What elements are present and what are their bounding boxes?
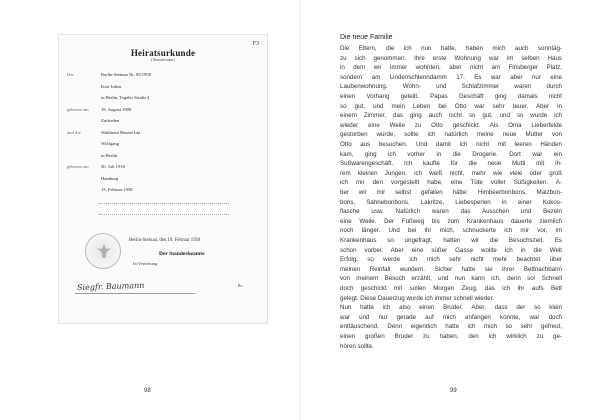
registrar-sign-note: In Vertretung	[133, 261, 158, 266]
certificate-corner-mark: Br.	[237, 283, 243, 288]
text-line: schon vorbei. Aber eine süßer Gasse wollte ich in die Welt	[340, 246, 562, 254]
page-number-right: 99	[450, 388, 457, 394]
certificate-entry	[67, 140, 259, 147]
text-line: ber wir mir selbst gefallen hätte: Himbeerbonbons, Malzbon-	[340, 189, 562, 196]
certificate-place-date: Berlin-Steinau, den 19. Februar 1958	[129, 238, 201, 243]
certificate-entry-value: Kurt Julius	[101, 83, 122, 89]
text-line: war und nur gerade auf mich anfangen konnte, war doch	[340, 313, 562, 321]
text-line: von meinem Besuch erzählt, und nun kann ich, denn so! Schnell	[340, 275, 562, 283]
certificate-entry	[67, 163, 259, 170]
certificate-entry-value: Berlin-Steinau Nr. 95/1958	[101, 72, 151, 77]
certificate-entry-value: Zufrieden	[101, 118, 120, 123]
certificate-entry	[67, 117, 259, 124]
text-line: noch länger. Und bei ihr mich, schnuckerte ich mir vor, im	[340, 227, 562, 235]
text-line: gelegt. Diese Dauerzug wurde ich immer schnell wieder.	[340, 294, 495, 302]
registrar-office: Der Standesbeamte	[159, 251, 205, 257]
text-line: Erfolg, so werde ich mich sehr nicht mehr beachtet über	[340, 256, 562, 264]
eagle-icon	[97, 244, 111, 258]
text-line: Nun hatte ich also einen Bruder. Aber, dass der so klein	[340, 304, 562, 312]
text-line: wieder eine Weile zu Otto geschickt. Als Oma Lieberfelde	[340, 121, 562, 129]
text-line: Otto aus besuchen. Und damit ich nicht mit leeren Händen	[340, 141, 562, 148]
text-line: enttäuschend. Denn eigentlich hatte ich mich so sehr gefreut,	[340, 323, 562, 331]
certificate-subtitle: (Standesamt)	[151, 57, 175, 62]
text-line: einem Zimmer, das ging auch nicht so gut, und so wurde ich	[340, 112, 562, 120]
certificate-entry-label: Der	[67, 72, 74, 77]
text-line: bons, Sahnebonbons. Lakritze, Liebesperlen in einer Kokos-	[340, 198, 562, 206]
handwritten-signature: Siegfr. Baumann	[76, 280, 145, 293]
certificate-entry	[67, 71, 259, 78]
text-line: kam, ging ich vorher in die Drogerie. Dort war ein	[340, 150, 562, 158]
text-line: gestorben wurde, sollte ich natürlich meine neue Mutter von	[340, 131, 562, 139]
certificate-entry	[67, 94, 259, 101]
text-line: rem kleinen Jungen, ich weiß nicht, mehr wie viele oder groß	[340, 169, 562, 177]
certificate-entry	[67, 152, 259, 159]
certificate-entry-label: geboren am	[67, 106, 89, 112]
marriage-certificate-scan	[58, 34, 268, 324]
text-line: einen Vorhang geteilt. Papas Geschäft ging damals nicht	[340, 93, 562, 100]
certificate-blank-line	[99, 210, 229, 215]
certificate-title: Heiratsurkunde	[130, 48, 196, 58]
certificate-entry-value: in Berlin	[101, 152, 118, 158]
text-line: Laubenwohnung. Wohn- und Schlafzimmer waren durch	[340, 83, 562, 91]
certificate-entry-value: 13. Februar 1958	[101, 187, 133, 192]
signature-line	[75, 293, 195, 294]
text-line: flasche usw. Natürlich waren das Ausschen und Bezeln	[340, 208, 562, 216]
text-line: eine Weile. Der Fußweg bis zum Krankenhaus dauerte ziemlich	[340, 217, 562, 225]
text-line: in dem wir immer wohnten, aber nicht am Finsberger Platz,	[340, 64, 562, 72]
certificate-blank-line	[99, 199, 229, 204]
text-line: hören sollte.	[340, 342, 374, 350]
certificate-entry-value: 30. Juli 1916	[101, 164, 125, 169]
text-line: meinen Reinfall wundern. Sicher hatte sie ihrer Bettnachbarin	[340, 265, 562, 273]
certificate-entry-value: Wolfgang	[101, 141, 119, 146]
text-line: so gut, und mein Leben bei Otto war sehr teuer. Aber in	[340, 102, 562, 110]
text-line: sondern am Lindenschlenndamm 17. Es war aber nur eine	[340, 73, 562, 81]
certificate-entry-label: geboren am	[67, 164, 89, 169]
certificate-entry	[67, 129, 259, 136]
official-seal	[85, 233, 121, 269]
certificate-entry	[67, 186, 259, 193]
certificate-entry-value: Waldtraut Renate Ida	[101, 129, 140, 135]
text-line: Krankenhaus so ungefragt, hatten wir die Besuchszeit. Es	[340, 237, 562, 244]
text-line: einen großen Bruder zu haben, den ich wirklich zu ge-	[340, 333, 562, 340]
certificate-entry-label: und die	[67, 129, 81, 135]
certificate-number: F3	[252, 41, 259, 47]
certificate-entry	[67, 106, 259, 113]
certificate-entry-value: in Berlin, Tegeler Straße 4	[101, 95, 150, 100]
text-line: ich mir den vorgestellt habe, eine Tüte voller Süßigkeiten. A-	[340, 179, 562, 187]
certificate-entry	[67, 175, 259, 182]
text-line: doch geschickt mit sollen Morgen Zeug, das ich ihr aufs Bett	[340, 285, 562, 292]
text-line: Die Eltern, die ich nun hatte, haben mich auch sonntäg-	[340, 45, 562, 52]
text-line: zu sich genommen. Ihre erste Wohnung war im selben Haus	[340, 54, 562, 62]
page-number-left: 98	[144, 388, 151, 394]
chapter-title: Die neue Familie	[340, 34, 393, 41]
certificate-entry	[67, 83, 259, 90]
certificate-entry-value: 19. August 1909	[101, 106, 132, 112]
text-line: Sußwarengeschäft. Ich kaufte für die neue Mutti mit ih-	[340, 160, 562, 168]
certificate-entry-value: Hamburg	[101, 175, 119, 181]
right-page	[300, 0, 600, 420]
